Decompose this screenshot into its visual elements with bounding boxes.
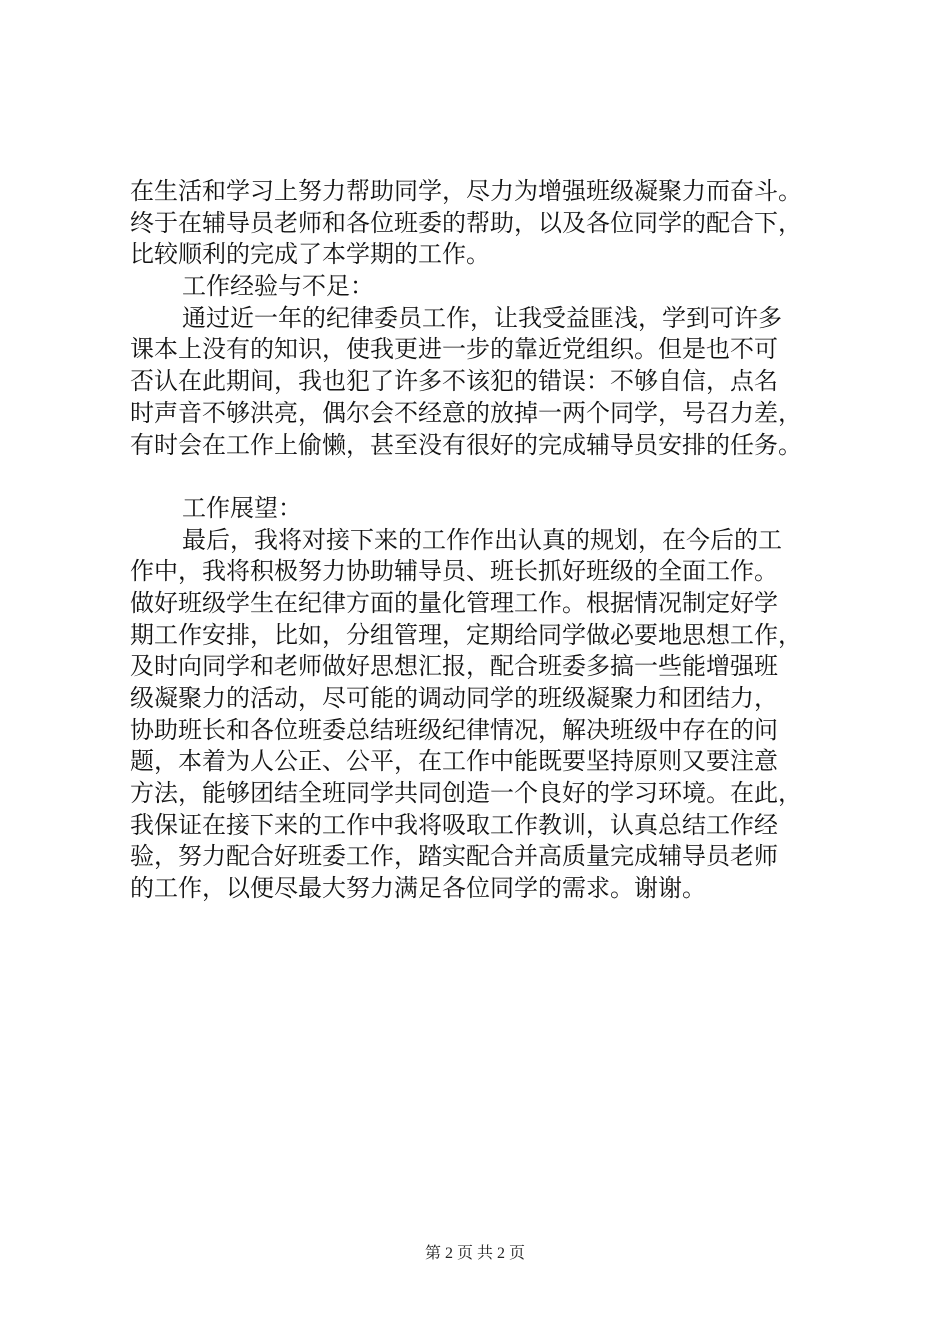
section-heading-outlook: 工作展望： bbox=[182, 493, 302, 522]
text-line: 时声音不够洪亮，偶尔会不经意的放掉一两个同学，号召力差， bbox=[130, 398, 802, 427]
page-number-footer: 第 2 页 共 2 页 bbox=[424, 1245, 525, 1262]
text-line: 验，努力配合好班委工作，踏实配合并高质量完成辅导员老师 bbox=[130, 842, 778, 871]
text-line: 有时会在工作上偷懒，甚至没有很好的完成辅导员安排的任务。 bbox=[130, 430, 802, 459]
text-line: 做好班级学生在纪律方面的量化管理工作。根据情况制定好学 bbox=[130, 588, 778, 617]
text-line: 级凝聚力的活动，尽可能的调动同学的班级凝聚力和团结力， bbox=[130, 684, 778, 712]
blank-line bbox=[130, 461, 830, 493]
text-line: 通过近一年的纪律委员工作，让我受益匪浅，学到可许多 bbox=[182, 303, 782, 332]
text-line: 否认在此期间，我也犯了许多不该犯的错误：不够自信，点名 bbox=[130, 367, 778, 396]
text-line: 协助班长和各位班委总结班级纪律情况，解决班级中存在的问 bbox=[130, 715, 778, 744]
text-line: 在生活和学习上努力帮助同学，尽力为增强班级凝聚力而奋斗。 bbox=[130, 177, 802, 205]
text-line: 课本上没有的知识，使我更进一步的靠近党组织。但是也不可 bbox=[130, 335, 778, 364]
text-line: 比较顺利的完成了本学期的工作。 bbox=[130, 240, 490, 269]
text-line: 终于在辅导员老师和各位班委的帮助，以及各位同学的配合下， bbox=[130, 208, 802, 237]
text-line: 及时向同学和老师做好思想汇报，配合班委多搞一些能增强班 bbox=[130, 652, 778, 681]
text-line: 作中，我将积极努力协助辅导员、班长抓好班级的全面工作。 bbox=[130, 557, 778, 586]
text-line: 最后，我将对接下来的工作作出认真的规划，在今后的工 bbox=[182, 525, 782, 554]
text-line: 的工作，以便尽最大努力满足各位同学的需求。谢谢。 bbox=[130, 874, 706, 903]
text-line: 题，本着为人公正、公平，在工作中能既要坚持原则又要注意 bbox=[130, 747, 778, 776]
text-line: 我保证在接下来的工作中我将吸取工作教训，认真总结工作经 bbox=[130, 810, 778, 839]
text-line: 方法，能够团结全班同学共同创造一个良好的学习环境。在此， bbox=[130, 779, 802, 808]
document-body bbox=[130, 176, 830, 905]
section-heading-experience: 工作经验与不足： bbox=[182, 272, 374, 301]
text-line: 期工作安排，比如，分组管理，定期给同学做必要地思想工作， bbox=[130, 620, 802, 649]
